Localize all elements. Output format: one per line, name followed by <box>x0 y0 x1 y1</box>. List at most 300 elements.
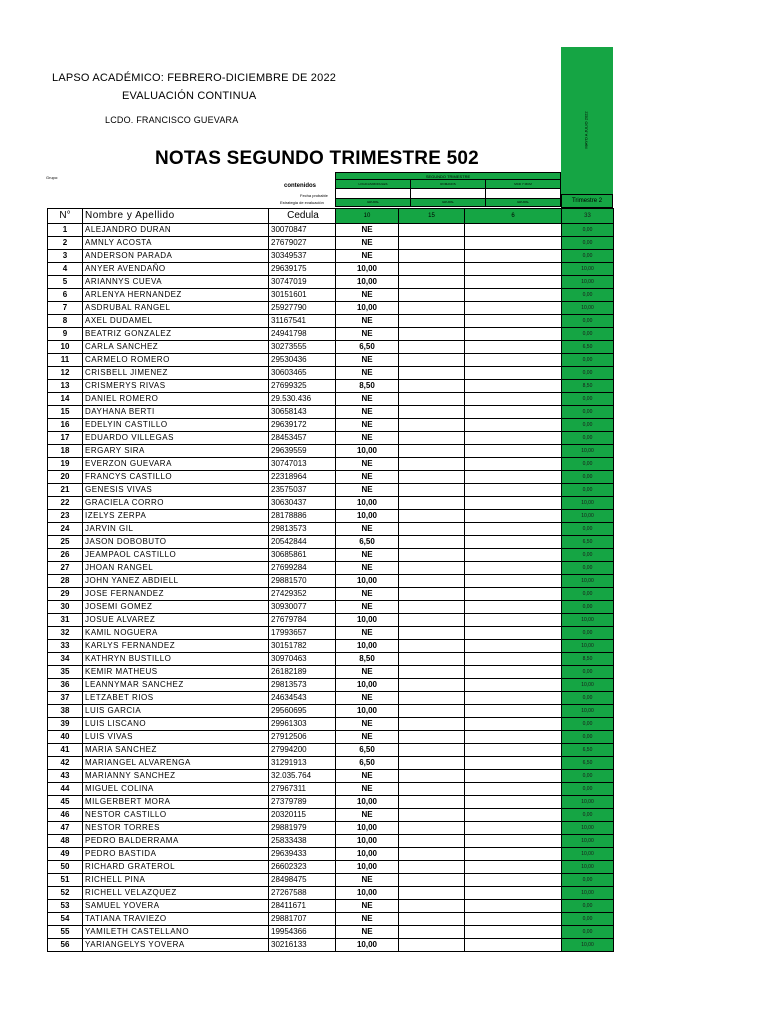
grade-cell[interactable]: 8,50 <box>336 380 399 393</box>
grade-cell-empty[interactable] <box>399 276 465 289</box>
table-row <box>48 601 614 614</box>
grade-cell[interactable]: NE <box>336 250 399 263</box>
trimestre-total: 0,00 <box>562 731 614 744</box>
grade-cell-empty[interactable] <box>399 770 465 783</box>
row-number: 41 <box>48 744 83 757</box>
student-cedula: 30273555 <box>269 341 336 354</box>
grade-cell[interactable]: NE <box>336 328 399 341</box>
grade-cell-empty[interactable] <box>465 744 562 757</box>
grade-cell-empty[interactable] <box>399 250 465 263</box>
trimestre-total: 10,00 <box>562 640 614 653</box>
student-name: JOSEMI GOMEZ <box>83 601 269 614</box>
grade-cell[interactable]: 10,00 <box>336 939 399 952</box>
grade-cell[interactable]: 10,00 <box>336 302 399 315</box>
trimestre-total: 0,00 <box>562 549 614 562</box>
grade-cell[interactable]: 10,00 <box>336 497 399 510</box>
grade-cell-empty[interactable] <box>465 380 562 393</box>
grade-cell-empty[interactable] <box>465 367 562 380</box>
grade-cell-empty[interactable] <box>465 614 562 627</box>
grade-cell-empty[interactable] <box>465 302 562 315</box>
grade-cell-empty[interactable] <box>465 627 562 640</box>
grade-cell-empty[interactable] <box>399 432 465 445</box>
grade-cell[interactable]: 10,00 <box>336 705 399 718</box>
grade-cell[interactable]: NE <box>336 406 399 419</box>
grade-cell-empty[interactable] <box>465 874 562 887</box>
grade-cell-empty[interactable] <box>465 653 562 666</box>
grade-cell-empty[interactable] <box>399 588 465 601</box>
grade-cell-empty[interactable] <box>399 640 465 653</box>
student-name: JOSE FERNANDEZ <box>83 588 269 601</box>
grade-cell-empty[interactable] <box>399 354 465 367</box>
grade-cell-empty[interactable] <box>465 640 562 653</box>
grade-cell[interactable]: 10,00 <box>336 848 399 861</box>
table-row <box>48 757 614 770</box>
estrategia-label: Estrategia de evaluación <box>280 200 324 205</box>
grade-cell[interactable]: 10,00 <box>336 614 399 627</box>
grade-cell-empty[interactable] <box>399 471 465 484</box>
student-name: LEANNYMAR SANCHEZ <box>83 679 269 692</box>
grade-cell-empty[interactable] <box>399 315 465 328</box>
row-number: 19 <box>48 458 83 471</box>
table-row <box>48 406 614 419</box>
table-row <box>48 510 614 523</box>
trimestre-total: 0,00 <box>562 328 614 341</box>
grade-cell[interactable]: 10,00 <box>336 822 399 835</box>
table-row <box>48 575 614 588</box>
trimestre-total: 6,50 <box>562 744 614 757</box>
grade-cell[interactable]: NE <box>336 523 399 536</box>
grade-cell[interactable]: NE <box>336 289 399 302</box>
grade-cell[interactable]: NE <box>336 692 399 705</box>
student-cedula: 30070847 <box>269 224 336 237</box>
student-name: KARLYS FERNANDEZ <box>83 640 269 653</box>
row-number: 29 <box>48 588 83 601</box>
grade-cell[interactable]: NE <box>336 783 399 796</box>
grade-cell-empty[interactable] <box>465 523 562 536</box>
grade-cell-empty[interactable] <box>399 497 465 510</box>
contenidos-label: contenidos <box>284 183 317 189</box>
grade-cell[interactable]: NE <box>336 718 399 731</box>
row-number: 34 <box>48 653 83 666</box>
grade-cell[interactable]: NE <box>336 471 399 484</box>
grade-cell[interactable]: NE <box>336 627 399 640</box>
grade-cell-empty[interactable] <box>465 692 562 705</box>
grade-cell-empty[interactable] <box>399 757 465 770</box>
student-cedula: 29813573 <box>269 679 336 692</box>
grade-cell-empty[interactable] <box>399 731 465 744</box>
grade-cell-empty[interactable] <box>399 263 465 276</box>
grade-cell[interactable]: 6,50 <box>336 757 399 770</box>
student-name: DAYHANA BERTI <box>83 406 269 419</box>
table-row <box>48 250 614 263</box>
lapso-academico: LAPSO ACADÉMICO: FEBRERO-DICIEMBRE DE 2022 <box>52 72 337 84</box>
student-name: RICHELL VELAZQUEZ <box>83 887 269 900</box>
period-date-label: MAYO A JULIO 2022 <box>583 111 589 149</box>
row-number: 38 <box>48 705 83 718</box>
row-number: 30 <box>48 601 83 614</box>
table-row <box>48 523 614 536</box>
grade-cell-empty[interactable] <box>465 536 562 549</box>
student-cedula: 29881979 <box>269 822 336 835</box>
grade-cell-empty[interactable] <box>465 666 562 679</box>
grade-cell-empty[interactable] <box>399 744 465 757</box>
grade-cell[interactable]: NE <box>336 731 399 744</box>
table-row <box>48 588 614 601</box>
row-number: 48 <box>48 835 83 848</box>
grade-cell-empty[interactable] <box>465 471 562 484</box>
grade-cell[interactable]: NE <box>336 549 399 562</box>
grade-cell-empty[interactable] <box>465 237 562 250</box>
trimestre-total: 0,00 <box>562 523 614 536</box>
trimestre-total: 10,00 <box>562 614 614 627</box>
grade-cell-empty[interactable] <box>465 263 562 276</box>
grade-cell-empty[interactable] <box>399 458 465 471</box>
row-number: 40 <box>48 731 83 744</box>
grade-cell-empty[interactable] <box>465 783 562 796</box>
trimestre-total: 10,00 <box>562 939 614 952</box>
row-number: 17 <box>48 432 83 445</box>
grade-cell-empty[interactable] <box>465 770 562 783</box>
grade-cell-empty[interactable] <box>465 328 562 341</box>
row-number: 6 <box>48 289 83 302</box>
row-number: 26 <box>48 549 83 562</box>
row-number: 20 <box>48 471 83 484</box>
student-cedula: 29639559 <box>269 445 336 458</box>
grade-cell[interactable]: NE <box>336 770 399 783</box>
student-cedula: 29881570 <box>269 575 336 588</box>
trimestre-total: 10,00 <box>562 263 614 276</box>
grade-cell-empty[interactable] <box>465 601 562 614</box>
grade-cell[interactable]: 10,00 <box>336 835 399 848</box>
grade-cell-empty[interactable] <box>465 250 562 263</box>
grade-cell-empty[interactable] <box>399 237 465 250</box>
row-number: 27 <box>48 562 83 575</box>
grade-cell-empty[interactable] <box>399 848 465 861</box>
grade-cell-empty[interactable] <box>399 627 465 640</box>
grade-cell[interactable]: 10,00 <box>336 861 399 874</box>
student-name: RICHELL PINA <box>83 874 269 887</box>
grade-cell[interactable]: 10,00 <box>336 575 399 588</box>
grade-cell-empty[interactable] <box>465 276 562 289</box>
grade-cell-empty[interactable] <box>399 367 465 380</box>
grade-cell[interactable]: NE <box>336 393 399 406</box>
table-row <box>48 731 614 744</box>
fecha-cell[interactable] <box>336 189 411 198</box>
grade-cell-empty[interactable] <box>465 926 562 939</box>
grade-cell[interactable]: 6,50 <box>336 744 399 757</box>
grade-cell-empty[interactable] <box>465 510 562 523</box>
grade-cell-empty[interactable] <box>399 796 465 809</box>
grade-cell[interactable]: 10,00 <box>336 796 399 809</box>
grade-cell-empty[interactable] <box>465 393 562 406</box>
grade-cell[interactable]: NE <box>336 900 399 913</box>
student-cedula: 27429352 <box>269 588 336 601</box>
grade-cell-empty[interactable] <box>465 458 562 471</box>
trimestre-total: 0,00 <box>562 588 614 601</box>
page-title: NOTAS SEGUNDO TRIMESTRE 502 <box>155 148 479 169</box>
student-name: JARVIN GIL <box>83 523 269 536</box>
student-name: MARIANNY SANCHEZ <box>83 770 269 783</box>
student-name: ASDRUBAL RANGEL <box>83 302 269 315</box>
grade-cell-empty[interactable] <box>399 679 465 692</box>
student-cedula: 29639172 <box>269 419 336 432</box>
grade-cell-empty[interactable] <box>399 887 465 900</box>
grade-cell-empty[interactable] <box>399 302 465 315</box>
grade-cell[interactable]: 10,00 <box>336 445 399 458</box>
trimestre-total: 0,00 <box>562 874 614 887</box>
grade-cell[interactable]: NE <box>336 601 399 614</box>
grade-cell-empty[interactable] <box>399 809 465 822</box>
grade-cell[interactable]: NE <box>336 913 399 926</box>
grade-cell-empty[interactable] <box>465 835 562 848</box>
student-name: TATIANA TRAVIEZO <box>83 913 269 926</box>
student-cedula: 29639175 <box>269 263 336 276</box>
grade-cell-empty[interactable] <box>465 575 562 588</box>
row-number: 55 <box>48 926 83 939</box>
grade-cell[interactable]: 6,50 <box>336 536 399 549</box>
table-row <box>48 380 614 393</box>
student-name: ARIANNYS CUEVA <box>83 276 269 289</box>
trimestre-total: 0,00 <box>562 393 614 406</box>
table-row <box>48 848 614 861</box>
trimestre-total: 10,00 <box>562 835 614 848</box>
trimestre-total: 10,00 <box>562 679 614 692</box>
grade-cell-empty[interactable] <box>465 939 562 952</box>
student-name: LUIS GARCIA <box>83 705 269 718</box>
table-row <box>48 744 614 757</box>
contenido-cell: ROMANOS <box>411 180 486 188</box>
table-row <box>48 224 614 237</box>
table-row <box>48 705 614 718</box>
student-cedula: 27679784 <box>269 614 336 627</box>
grade-cell-empty[interactable] <box>465 796 562 809</box>
student-name: EDELYIN CASTILLO <box>83 419 269 432</box>
student-cedula: 30658143 <box>269 406 336 419</box>
grade-cell-empty[interactable] <box>399 900 465 913</box>
grade-cell-empty[interactable] <box>465 822 562 835</box>
grade-cell-empty[interactable] <box>399 380 465 393</box>
student-cedula: 29.530.436 <box>269 393 336 406</box>
grade-cell[interactable]: NE <box>336 588 399 601</box>
table-row <box>48 874 614 887</box>
grade-cell-empty[interactable] <box>465 406 562 419</box>
student-cedula: 20542844 <box>269 536 336 549</box>
grade-cell-empty[interactable] <box>465 497 562 510</box>
grade-cell[interactable]: 6,50 <box>336 341 399 354</box>
student-name: KATHRYN BUSTILLO <box>83 653 269 666</box>
col-header-total: 33 <box>562 209 614 224</box>
row-number: 16 <box>48 419 83 432</box>
grade-cell-empty[interactable] <box>399 289 465 302</box>
trimestre-total: 0,00 <box>562 367 614 380</box>
grade-cell-empty[interactable] <box>399 406 465 419</box>
student-cedula: 30216133 <box>269 939 336 952</box>
student-cedula: 30603465 <box>269 367 336 380</box>
student-name: LUIS LISCANO <box>83 718 269 731</box>
grade-cell[interactable]: NE <box>336 354 399 367</box>
grade-cell-empty[interactable] <box>465 848 562 861</box>
row-number: 14 <box>48 393 83 406</box>
grade-cell-empty[interactable] <box>399 939 465 952</box>
grade-cell[interactable]: NE <box>336 874 399 887</box>
grade-cell-empty[interactable] <box>399 445 465 458</box>
grade-cell-empty[interactable] <box>399 692 465 705</box>
trimestre-total: 8,50 <box>562 380 614 393</box>
student-name: JOSUE ALVAREZ <box>83 614 269 627</box>
student-name: FRANCYS CASTILLO <box>83 471 269 484</box>
student-cedula: 31167541 <box>269 315 336 328</box>
trimestre-total: 0,00 <box>562 809 614 822</box>
grade-cell-empty[interactable] <box>399 653 465 666</box>
grade-cell-empty[interactable] <box>399 705 465 718</box>
row-number: 22 <box>48 497 83 510</box>
row-number: 9 <box>48 328 83 341</box>
table-row <box>48 900 614 913</box>
grade-cell-empty[interactable] <box>399 523 465 536</box>
grade-cell-empty[interactable] <box>399 393 465 406</box>
row-number: 31 <box>48 614 83 627</box>
grade-cell[interactable]: 10,00 <box>336 276 399 289</box>
student-name: GENESIS VIVAS <box>83 484 269 497</box>
grade-cell-empty[interactable] <box>465 809 562 822</box>
student-name: YARIANGELYS YOVERA <box>83 939 269 952</box>
grade-cell-empty[interactable] <box>465 445 562 458</box>
table-row <box>48 770 614 783</box>
trimestre-total: 10,00 <box>562 861 614 874</box>
grade-cell-empty[interactable] <box>465 432 562 445</box>
grade-cell-empty[interactable] <box>465 562 562 575</box>
grade-cell[interactable]: NE <box>336 432 399 445</box>
grade-cell-empty[interactable] <box>399 913 465 926</box>
grade-cell[interactable]: NE <box>336 666 399 679</box>
student-cedula: 30970463 <box>269 653 336 666</box>
row-number: 18 <box>48 445 83 458</box>
grade-cell[interactable]: NE <box>336 562 399 575</box>
fecha-cell[interactable] <box>411 189 486 198</box>
student-name: PEDRO BASTIDA <box>83 848 269 861</box>
grade-cell-empty[interactable] <box>465 705 562 718</box>
row-number: 5 <box>48 276 83 289</box>
row-number: 52 <box>48 887 83 900</box>
grade-cell-empty[interactable] <box>465 289 562 302</box>
estrategia-cell: GRUPAL <box>411 199 486 206</box>
grade-cell-empty[interactable] <box>465 315 562 328</box>
grade-cell[interactable]: NE <box>336 484 399 497</box>
grade-cell[interactable]: NE <box>336 315 399 328</box>
grade-cell[interactable]: NE <box>336 458 399 471</box>
trimestre-total: 0,00 <box>562 458 614 471</box>
trimestre-total: 0,00 <box>562 900 614 913</box>
grade-cell-empty[interactable] <box>465 718 562 731</box>
grade-cell-empty[interactable] <box>399 549 465 562</box>
grade-cell-empty[interactable] <box>465 861 562 874</box>
grade-cell-empty[interactable] <box>465 341 562 354</box>
grade-cell[interactable]: 10,00 <box>336 510 399 523</box>
grade-cell-empty[interactable] <box>465 224 562 237</box>
grade-cell[interactable]: NE <box>336 809 399 822</box>
grade-cell-empty[interactable] <box>399 861 465 874</box>
grade-cell-empty[interactable] <box>465 484 562 497</box>
student-name: CARLA SANCHEZ <box>83 341 269 354</box>
grade-cell[interactable]: 10,00 <box>336 887 399 900</box>
trimestre-total: 0,00 <box>562 432 614 445</box>
grade-cell[interactable]: NE <box>336 926 399 939</box>
grade-cell-empty[interactable] <box>399 562 465 575</box>
table-row <box>48 471 614 484</box>
table-row <box>48 276 614 289</box>
grade-cell-empty[interactable] <box>465 900 562 913</box>
grade-cell-empty[interactable] <box>399 666 465 679</box>
grade-cell-empty[interactable] <box>399 783 465 796</box>
table-row <box>48 367 614 380</box>
grade-cell[interactable]: 10,00 <box>336 263 399 276</box>
grade-cell[interactable]: NE <box>336 224 399 237</box>
grade-cell-empty[interactable] <box>465 588 562 601</box>
student-cedula: 30349537 <box>269 250 336 263</box>
grade-cell[interactable]: NE <box>336 237 399 250</box>
grade-cell-empty[interactable] <box>399 484 465 497</box>
row-number: 3 <box>48 250 83 263</box>
grade-cell-empty[interactable] <box>399 419 465 432</box>
grade-cell-empty[interactable] <box>399 874 465 887</box>
col-header-weight-2: 15 <box>399 209 465 224</box>
grade-cell[interactable]: 8,50 <box>336 653 399 666</box>
grade-cell-empty[interactable] <box>399 718 465 731</box>
student-cedula: 31291913 <box>269 757 336 770</box>
grade-cell-empty[interactable] <box>465 913 562 926</box>
table-row <box>48 640 614 653</box>
evaluacion-label: EVALUACIÓN CONTINUA <box>122 90 257 102</box>
grade-cell-empty[interactable] <box>399 614 465 627</box>
grade-cell-empty[interactable] <box>399 224 465 237</box>
table-row <box>48 887 614 900</box>
grade-cell-empty[interactable] <box>399 822 465 835</box>
student-cedula: 27267588 <box>269 887 336 900</box>
grade-cell-empty[interactable] <box>465 731 562 744</box>
grade-cell-empty[interactable] <box>465 549 562 562</box>
row-number: 51 <box>48 874 83 887</box>
row-number: 7 <box>48 302 83 315</box>
grade-cell-empty[interactable] <box>399 341 465 354</box>
row-number: 32 <box>48 627 83 640</box>
grade-cell-empty[interactable] <box>399 835 465 848</box>
grade-cell-empty[interactable] <box>465 757 562 770</box>
student-cedula: 29813573 <box>269 523 336 536</box>
grade-cell[interactable]: 10,00 <box>336 640 399 653</box>
grupo-label: Grupo: <box>46 175 59 180</box>
grade-cell[interactable]: NE <box>336 419 399 432</box>
fecha-cell[interactable] <box>486 189 560 198</box>
grade-cell-empty[interactable] <box>465 419 562 432</box>
student-name: ALEJANDRO DURAN <box>83 224 269 237</box>
grade-cell-empty[interactable] <box>399 328 465 341</box>
estrategia-row <box>335 199 561 207</box>
row-number: 10 <box>48 341 83 354</box>
grade-cell[interactable]: NE <box>336 367 399 380</box>
grade-cell[interactable]: 10,00 <box>336 679 399 692</box>
col-header-weight-1: 10 <box>336 209 399 224</box>
grade-cell-empty[interactable] <box>399 926 465 939</box>
grade-cell-empty[interactable] <box>465 354 562 367</box>
grade-cell-empty[interactable] <box>399 510 465 523</box>
student-name: MARIANGEL ALVARENGA <box>83 757 269 770</box>
student-name: NESTOR CASTILLO <box>83 809 269 822</box>
grade-cell-empty[interactable] <box>399 575 465 588</box>
grade-cell-empty[interactable] <box>399 536 465 549</box>
grade-cell-empty[interactable] <box>399 601 465 614</box>
grade-cell-empty[interactable] <box>465 679 562 692</box>
grade-cell-empty[interactable] <box>465 887 562 900</box>
